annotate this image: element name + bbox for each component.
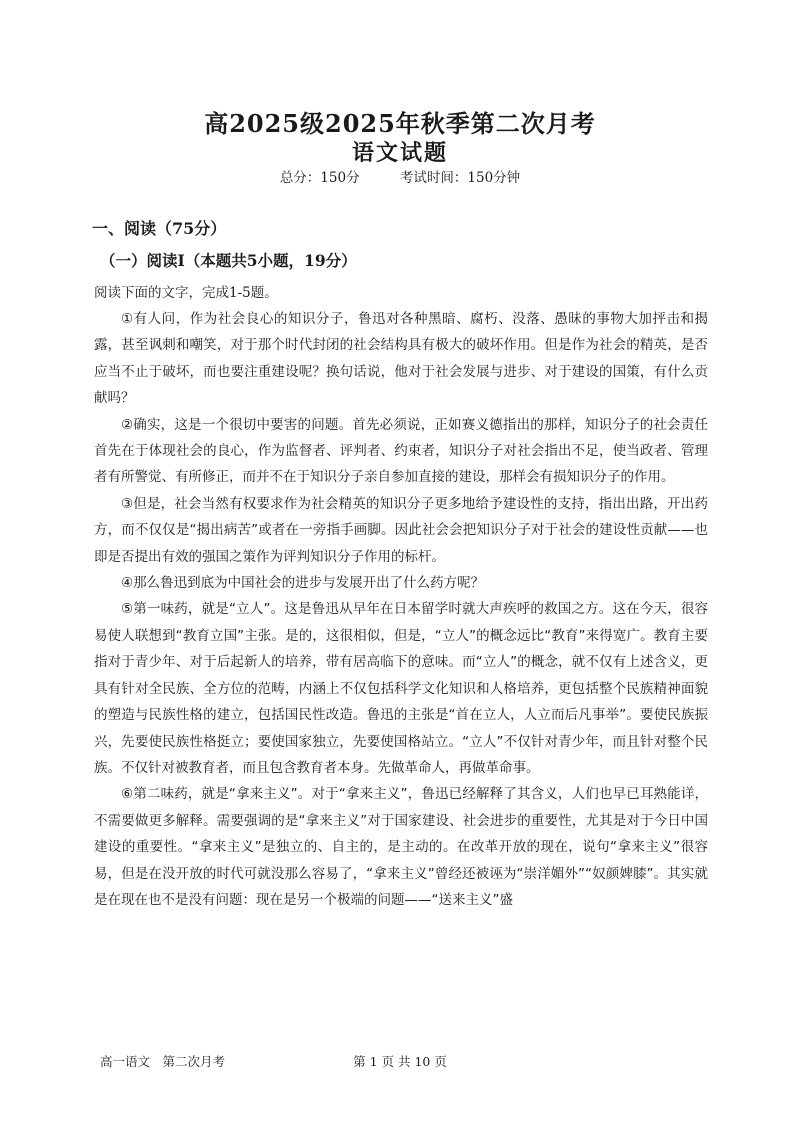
exam-time: 考试时间：150分钟 [399, 170, 521, 186]
paragraph-2: ②确实，这是一个很切中要害的问题。首先必须说，正如赛义德指出的那样，知识分子的社会责任首先在于体现社会的良心，作为监督者、评判者、约束者，知识分子对社会指出不足，使当政者、管理者有所警觉、有所修正，而并不在于知识分子亲自参加直接的建设，那样会有损知识分子的作用。 [94, 416, 708, 486]
paragraph-1: ①有人问，作为社会良心的知识分子，鲁迅对各种黑暗、腐朽、没落、愚昧的事物大加抨击和揭露，甚至讽刺和嘲笑，对于那个时代封闭的社会结构具有极大的破坏作用。但是作为社会的精英，是否应当不止于破坏，而也要注重建设呢？换句话说，他对于社会发展与进步、对于建设的国策，有什么贡献吗？ [94, 311, 708, 407]
exam-info [0, 166, 800, 186]
footer-course: 高一语文 第二次月考 [100, 1054, 226, 1069]
paragraph-4: ④那么鲁迅到底为中国社会的进步与发展开出了什么药方呢？ [121, 575, 485, 592]
section-heading: 一、阅读（75分） [92, 219, 227, 238]
paragraph-5: ⑤第一味药，就是“立人”。这是鲁迅从早年在日本留学时就大声疾呼的救国之方。这在今天，很容易使人联想到“教育立国”主张。是的，这很相似，但是，“立人”的概念远比“教育”来得宽广。教育主要指对于青少年、对于后起新人的培养，带有居高临下的意味。而“立人”的概念，就不仅有上述含义，更具有针对全民族、全方位的范畴，内涵上不仅包括科学文化知识和人格培养，更包括整个民族精神面貌的塑造与民族性格的建立，包括国民性改造。鲁迅的主张是“首在立人，人立而后凡事举”。要使民族振兴，先要使民族性格挺立；要使国家独立，先要使国格站立。“立人”不仅针对青少年，而且针对整个民族。不仅针对被教育者，而且包含教育者本身。先做革命人，再做革命事。 [94, 601, 708, 776]
exam-title: 高2025级2025年秋季第二次月考 [204, 109, 596, 138]
reading-instruction: 阅读下面的文字，完成1-5题。 [94, 285, 278, 301]
paragraph-3: ③但是，社会当然有权要求作为社会精英的知识分子更多地给予建设性的支持，指出出路，开出药方，而不仅仅是“揭出病苦”或者在一旁指手画脚。因此社会会把知识分子对于社会的建设性贡献——也即是否提出有效的强国之策作为评判知识分子作用的标杆。 [94, 495, 708, 565]
paragraph-6: ⑥第二味药，就是“拿来主义”。对于“拿来主义”，鲁迅已经解释了其含义，人们也早已耳熟能详，不需要做更多解释。需要强调的是“拿来主义”对于国家建设、社会进步的重要性，尤其是对于今日中国建设的重要性。“拿来主义”是独立的、自主的，是主动的。在改革开放的现在，说句“拿来主义”很容易，但是在没开放的时代可就没那么容易了，“拿来主义”曾经还被诬为“崇洋媚外”“奴颜婢膝”。其实就是在现在也不是没有问题：现在是另一个极端的问题——“送来主义”盛 [94, 786, 708, 908]
footer-page-number: 第 1 页 共 10 页 [353, 1054, 447, 1069]
subsection-heading: （一）阅读Ⅰ（本题共5小题，19分） [100, 251, 357, 270]
reading-passage [94, 306, 708, 913]
exam-subtitle: 语文试题 [351, 140, 448, 166]
total-score: 总分：150分 [279, 170, 360, 186]
